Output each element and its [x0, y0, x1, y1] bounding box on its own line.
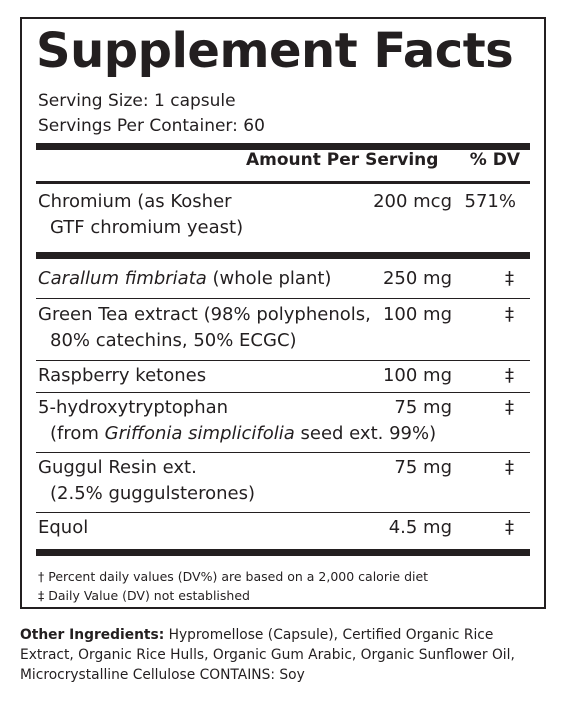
ingredient-subline-post: seed ext. 99%) [294, 423, 437, 444]
rule-under-header [36, 181, 530, 184]
ingredient-detail: (as Kosher [131, 191, 232, 212]
ingredient-amount: 75 mg [394, 457, 452, 478]
ingredient-dv: ‡ [505, 268, 514, 289]
ingredient-amount: 100 mg [382, 365, 452, 386]
ingredient-dv: ‡ [505, 304, 514, 325]
header-amount: Amount Per Serving [246, 150, 439, 170]
thick-rule-middle [36, 252, 530, 259]
servings-per-container: Servings Per Container: 60 [38, 116, 265, 136]
footnote-dv-not-established: ‡ Daily Value (DV) not established [38, 588, 250, 603]
ingredient-name: Chromium [38, 191, 132, 212]
ingredient-dv: ‡ [505, 365, 514, 386]
ingredient-detail: (whole plant) [206, 268, 332, 289]
thick-rule-bottom [36, 549, 530, 556]
ingredient-subline: GTF chromium yeast) [50, 217, 244, 238]
other-ingredients-label: Other Ingredients: [20, 627, 165, 643]
ingredient-dv: ‡ [505, 397, 514, 418]
ingredient-detail: (98% polyphenols, [197, 304, 371, 325]
ingredient-amount: 250 mg [382, 268, 452, 289]
ingredient-name: Raspberry ketones [38, 365, 207, 386]
other-ingredients [20, 625, 550, 685]
ingredient-amount: 100 mg [382, 304, 452, 325]
ingredient-amount: 4.5 mg [388, 517, 452, 538]
serving-size: Serving Size: 1 capsule [38, 91, 236, 111]
panel-title: Supplement Facts [36, 23, 514, 79]
ingredient-subline: (2.5% guggulsterones) [50, 483, 255, 504]
row-divider [36, 512, 530, 513]
thick-rule-top [36, 143, 530, 150]
ingredient-subline-pre: (from [50, 423, 105, 444]
supplement-facts-panel [20, 17, 546, 609]
ingredient-amount: 75 mg [394, 397, 452, 418]
footnote-percent-dv: † Percent daily values (DV%) are based on a 2,000 calorie diet [38, 569, 429, 584]
other-ingredients-text: Hypromellose (Capsule), Certified Organic Rice Extract, Organic Rice Hulls, Organic Gum Arabic, Organic Sunflower Oil, Microcrystalline Cellulose CONTAINS: Soy [20, 627, 515, 683]
ingredient-name: Equol [38, 517, 89, 538]
ingredient-dv: ‡ [505, 457, 514, 478]
row-divider [36, 392, 530, 393]
ingredient-subline: 80% catechins, 50% ECGC) [50, 330, 297, 351]
ingredient-amount: 200 mcg [373, 191, 452, 212]
ingredient-subline-italic: Griffonia simplicifolia [104, 423, 295, 444]
ingredient-name: Green Tea extract [38, 304, 198, 325]
ingredient-dv: ‡ [505, 517, 514, 538]
row-divider [36, 298, 530, 299]
ingredient-dv: 571% [464, 191, 516, 212]
ingredient-name: Carallum fimbriata [38, 268, 207, 289]
row-divider [36, 452, 530, 453]
ingredient-name: 5-hydroxytryptophan [38, 397, 229, 418]
row-divider [36, 360, 530, 361]
ingredient-name: Guggul Resin ext. [38, 457, 197, 478]
header-dv: % DV [469, 150, 520, 170]
